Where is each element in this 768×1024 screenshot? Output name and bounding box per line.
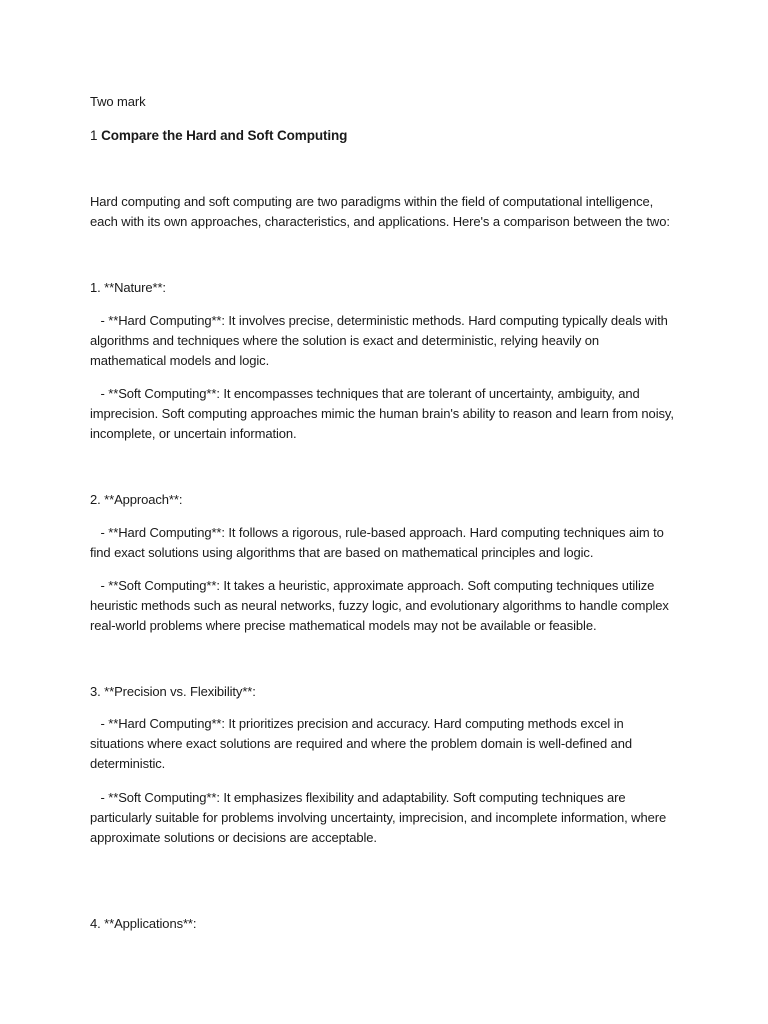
paragraph-line: - **Soft Computing**: It emphasizes flexibility and adaptability. Soft computing techniques are [90,790,626,805]
section-heading-approach: 2. **Approach**: [90,492,183,507]
paragraph-line: situations where exact solutions are required and where the problem domain is well-defined and [90,736,632,751]
paragraph-line: - **Hard Computing**: It follows a rigorous, rule-based approach. Hard computing techniques aim to [90,525,664,540]
paragraph-line: imprecision. Soft computing approaches mimic the human brain's ability to reason and learn from noisy, [90,406,674,421]
title-text: Compare the Hard and Soft Computing [101,128,348,143]
title-number: 1 [90,128,98,143]
paragraph-line: mathematical models and logic. [90,353,270,368]
paragraph-line: - **Soft Computing**: It encompasses techniques that are tolerant of uncertainty, ambiguity, and [90,386,640,401]
paragraph-line: - **Hard Computing**: It prioritizes precision and accuracy. Hard computing methods excel in [90,716,624,731]
paragraph-line: approximate solutions or decisions are acceptable. [90,830,377,845]
section-heading-applications: 4. **Applications**: [90,916,197,931]
paragraph-line: - **Hard Computing**: It involves precise, deterministic methods. Hard computing typically deals with [90,313,668,328]
paragraph-line: - **Soft Computing**: It takes a heuristic, approximate approach. Soft computing techniques utilize [90,578,655,593]
paragraph-line: particularly suitable for problems involving uncertainty, imprecision, and incomplete information, where [90,810,667,825]
doc-label: Two mark [90,94,146,109]
paragraph-line: heuristic methods such as neural networks, fuzzy logic, and evolutionary algorithms to handle complex [90,598,669,613]
section-heading-nature: 1. **Nature**: [90,280,166,295]
paragraph-line: algorithms and techniques where the solution is exact and deterministic, relying heavily on [90,333,600,348]
paragraph-line: real-world problems where precise mathematical models may not be available or feasible. [90,618,597,633]
intro-line: Hard computing and soft computing are two paradigms within the field of computational intelligence, [90,194,654,209]
page-title [90,126,347,146]
paragraph-line: incomplete, or uncertain information. [90,426,297,441]
section-heading-precision: 3. **Precision vs. Flexibility**: [90,684,256,699]
intro-line: each with its own approaches, characteristics, and applications. Here's a comparison between the two: [90,214,670,229]
paragraph-line: deterministic. [90,756,166,771]
paragraph-line: find exact solutions using algorithms that are based on mathematical principles and logic. [90,545,594,560]
